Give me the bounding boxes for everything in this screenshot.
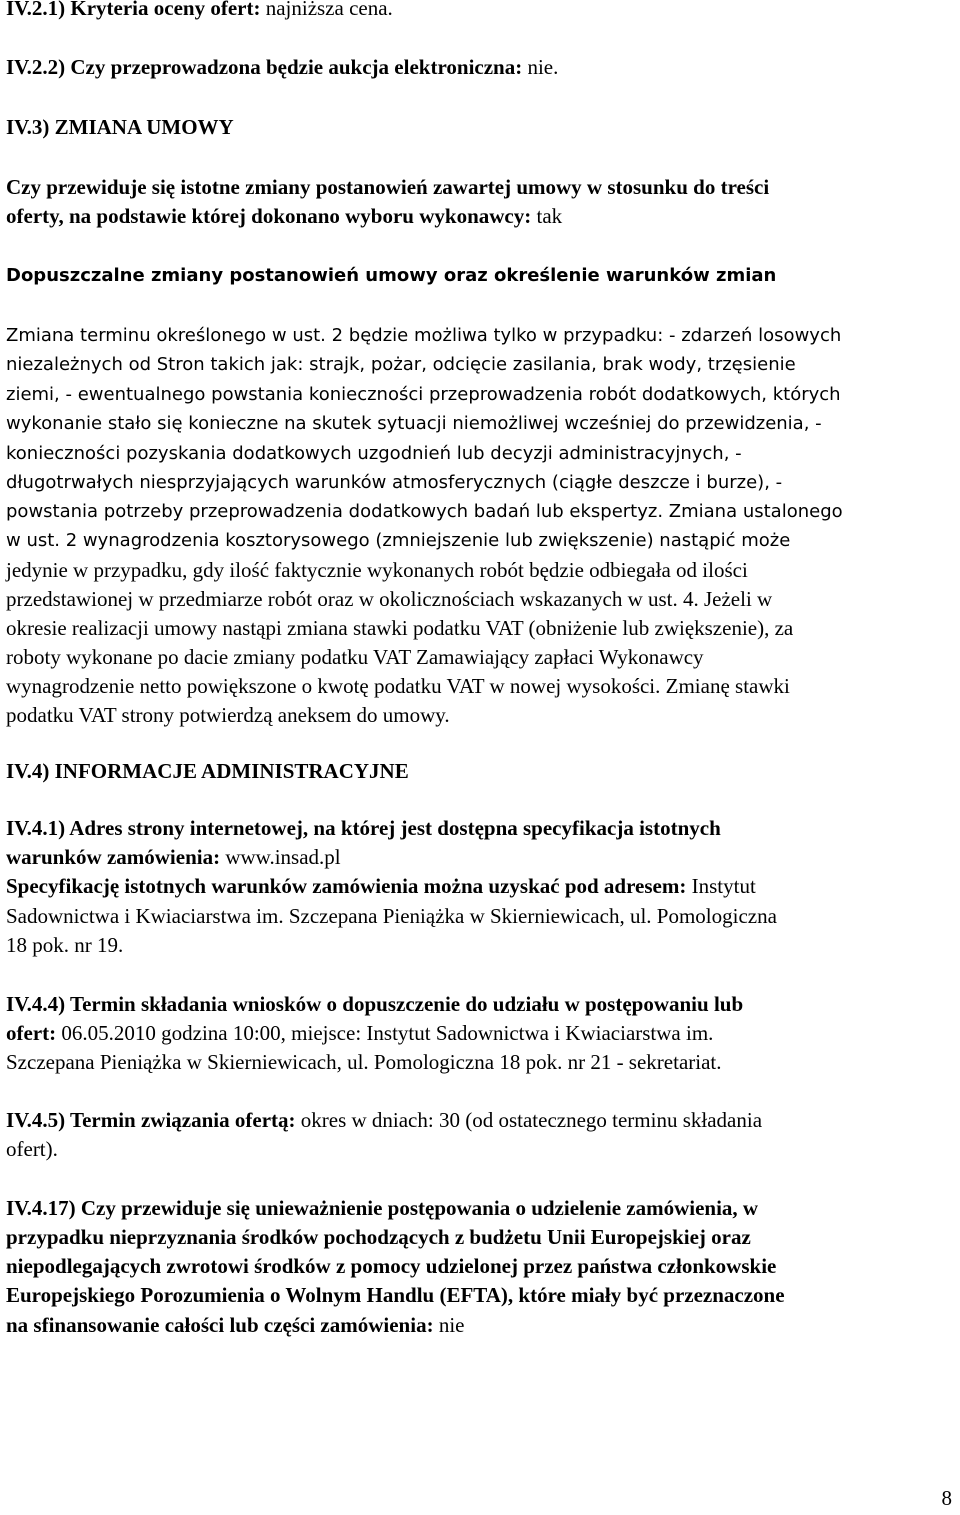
change-body-line: okresie realizacji umowy nastąpi zmiana stawki podatku VAT (obniżenie lub zwiększenie), za (6, 616, 794, 640)
auction-label: IV.2.2) Czy przeprowadzona będzie aukcja elektroniczna: (6, 55, 523, 79)
criteria-line (6, 0, 393, 21)
change-body-line: ziemi, - ewentualnego powstania konieczności przeprowadzenia robót dodatkowych, których (6, 384, 841, 405)
cancellation-last-line (6, 1313, 464, 1338)
deadline-value: 06.05.2010 godzina 10:00, miejsce: Instytut Sadownictwa i Kwiaciarstwa im. (56, 1021, 714, 1045)
cancellation-answer: nie (433, 1313, 465, 1337)
criteria-label: IV.2.1) Kryteria oceny ofert: (6, 0, 261, 20)
auction-line (6, 55, 558, 80)
change-body-line: konieczności pozyskania dodatkowych uzgodnień lub decyzji administracyjnych, - (6, 443, 742, 464)
binding-line-2: ofert). (6, 1137, 58, 1161)
spec-line-2: Sadownictwa i Kwiaciarstwa im. Szczepana Pieniążka w Skierniewicach, ul. Pomologiczna (6, 904, 777, 928)
change-body-line: niezależnych od Stron takich jak: strajk, pożar, odcięcie zasilania, brak wody, trzęsienie (6, 354, 796, 375)
change-body-line: jedynie w przypadku, gdy ilość faktycznie wykonanych robót będzie odbiegała od ilości (6, 558, 748, 582)
website-line-1: IV.4.1) Adres strony internetowej, na której jest dostępna specyfikacja istotnych (6, 816, 721, 840)
deadline-line-1: IV.4.4) Termin składania wniosków o dopuszczenie do udziału w postępowaniu lub (6, 992, 744, 1016)
criteria-value: najniższa cena. (260, 0, 393, 20)
binding-line-1 (6, 1108, 762, 1133)
deadline-line-3: Szczepana Pieniążka w Skierniewicach, ul. Pomologiczna 18 pok. nr 21 - sekretariat. (6, 1050, 722, 1074)
contract-change-question-text: oferty, na podstawie której dokonano wyboru wykonawcy: (6, 204, 532, 228)
contract-change-heading: IV.3) ZMIANA UMOWY (6, 115, 234, 139)
spec-label: Specyfikację istotnych warunków zamówienia można uzyskać pod adresem: (6, 874, 687, 898)
admin-info-heading: IV.4) INFORMACJE ADMINISTRACYJNE (6, 759, 409, 783)
deadline-label: ofert: (6, 1021, 57, 1045)
website-label: warunków zamówienia: (6, 845, 221, 869)
cancellation-line: Europejskiego Porozumienia o Wolnym Handlu (EFTA), które miały być przeznaczone (6, 1283, 785, 1307)
cancellation-line: niepodlegających zwrotowi środków z pomocy udzielonej przez państwa członkowskie (6, 1254, 777, 1278)
spec-line-3: 18 pok. nr 19. (6, 933, 124, 957)
change-body-line: długotrwałych niesprzyjających warunków atmosferycznych (ciągłe deszcze i burze), - (6, 472, 783, 493)
change-body-line: przedstawionej w przedmiarze robót oraz w okolicznościach wskazanych w ust. 4. Jeżeli w (6, 587, 773, 611)
website-url: www.insad.pl (220, 845, 341, 869)
cancellation-line: IV.4.17) Czy przewiduje się unieważnienie postępowania o udzielenie zamówienia, w (6, 1196, 759, 1220)
change-body-line: wykonanie stało się konieczne na skutek sytuacji niemożliwej wcześniej do przewidzenia, - (6, 413, 822, 434)
change-body-line: Zmiana terminu określonego w ust. 2 będzie możliwa tylko w przypadku: - zdarzeń losowych (6, 325, 842, 346)
allowed-changes-subheading: Dopuszczalne zmiany postanowień umowy oraz określenie warunków zmian (6, 265, 777, 286)
website-line-2 (6, 845, 341, 870)
spec-line-1 (6, 874, 756, 899)
page-number: 8 (941, 1486, 952, 1510)
contract-change-question-line-1: Czy przewiduje się istotne zmiany postanowień zawartej umowy w stosunku do treści (6, 175, 770, 199)
change-body-line: podatku VAT strony potwierdzą aneksem do umowy. (6, 703, 450, 727)
contract-change-question-line-2 (6, 204, 562, 229)
change-body-line: roboty wykonane po dacie zmiany podatku VAT Zamawiający zapłaci Wykonawcy (6, 645, 704, 669)
change-body-line: wynagrodzenie netto powiększone o kwotę podatku VAT w nowej wysokości. Zmianę stawki (6, 674, 790, 698)
cancellation-label: na sfinansowanie całości lub części zamówienia: (6, 1313, 434, 1337)
change-body-line: w ust. 2 wynagrodzenia kosztorysowego (zmniejszenie lub zwiększenie) nastąpić może (6, 530, 791, 551)
cancellation-line: przypadku nieprzyznania środków pochodzących z budżetu Unii Europejskiej oraz (6, 1225, 751, 1249)
spec-value: Instytut (686, 874, 756, 898)
change-body-line: powstania potrzeby przeprowadzenia dodatkowych badań lub ekspertyz. Zmiana ustalonego (6, 501, 843, 522)
auction-value: nie. (522, 55, 559, 79)
binding-value: okres w dniach: 30 (od ostatecznego terminu składania (295, 1108, 763, 1132)
contract-change-answer: tak (531, 204, 563, 228)
deadline-line-2 (6, 1021, 713, 1046)
binding-label: IV.4.5) Termin związania ofertą: (6, 1108, 296, 1132)
